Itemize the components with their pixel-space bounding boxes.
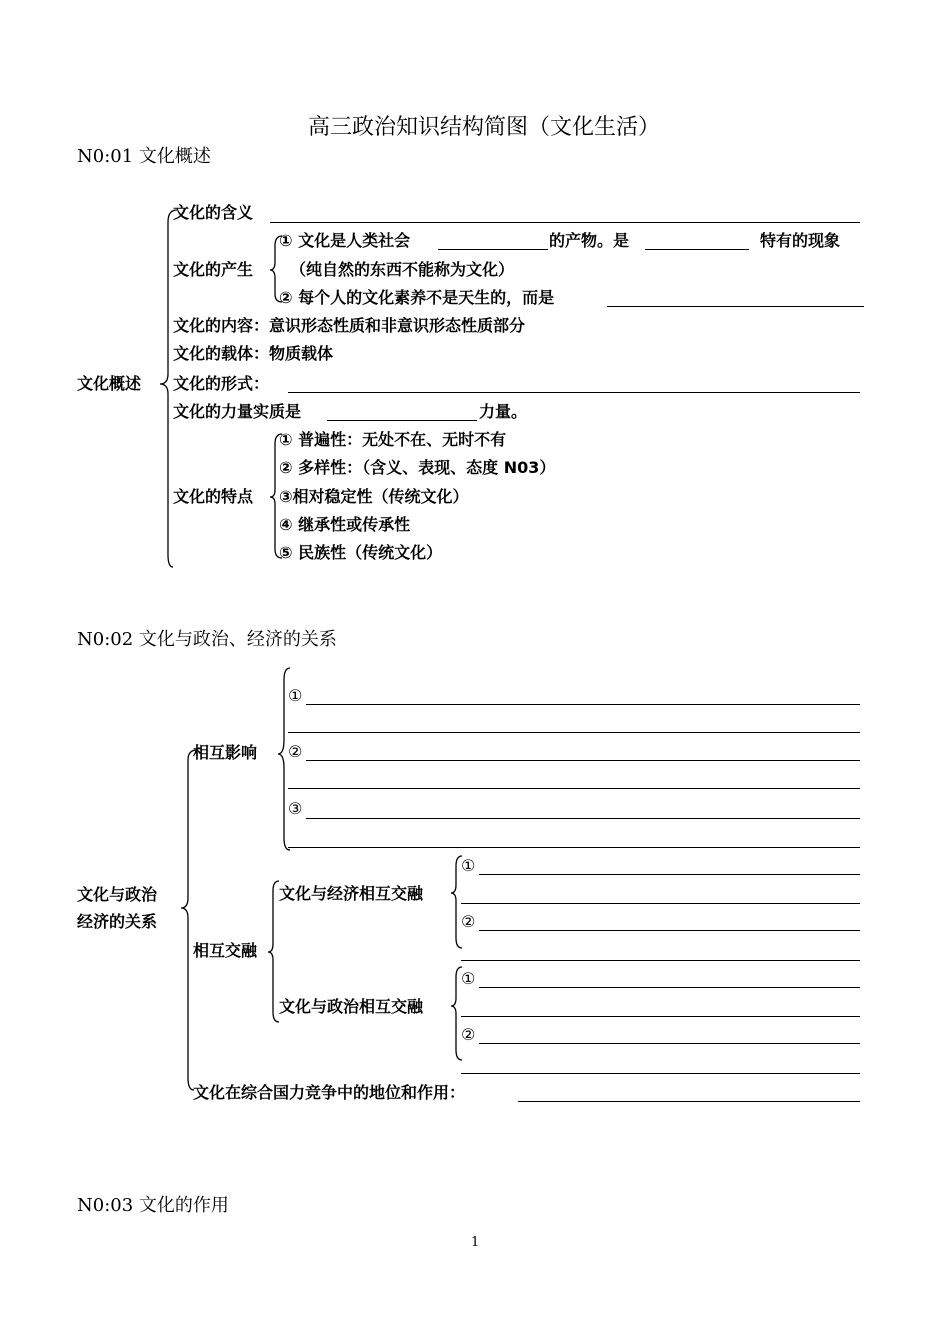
page-title: 高三政治知识结构简图（文化生活） <box>308 115 661 140</box>
origin-item-1b: 的产物。是 <box>549 231 630 250</box>
origin-blank-2 <box>645 249 749 250</box>
mi-item-2: ② <box>288 742 303 761</box>
status-role-label: 文化在综合国力竞争中的地位和作用： <box>193 1083 466 1102</box>
origin-note: （纯自然的东西不能称为文化） <box>290 260 515 279</box>
brace-s2-blend <box>268 881 279 1022</box>
mutual-influence-label: 相互影响 <box>193 743 258 762</box>
pol-blank-1b <box>461 1016 860 1017</box>
mi-blank-3b <box>288 847 860 848</box>
mi-blank-3a <box>306 818 860 819</box>
pol-item-1: ① <box>461 969 476 988</box>
culture-meaning-label: 文化的含义 <box>173 203 254 222</box>
feature-item-1: ① 普遍性：无处不在、无时不有 <box>279 430 507 449</box>
culture-content: 文化的内容：意识形态性质和非意识形态性质部分 <box>173 316 526 335</box>
origin-blank-3 <box>607 306 864 307</box>
culture-form-label: 文化的形式： <box>173 374 270 393</box>
pol-blank-2b <box>461 1073 860 1074</box>
culture-meaning-blank <box>270 222 860 223</box>
mi-blank-1b <box>288 732 860 733</box>
mi-item-1: ① <box>288 686 303 705</box>
page-number: 1 <box>471 1235 480 1250</box>
econ-blank-1b <box>461 903 860 904</box>
pol-blank-2a <box>479 1043 860 1044</box>
feature-item-3: ③相对稳定性（传统文化） <box>279 487 469 506</box>
politics-blend-label: 文化与政治相互交融 <box>279 997 424 1016</box>
econ-blank-2a <box>479 930 860 931</box>
culture-power-blank <box>327 420 477 421</box>
econ-blank-2b <box>461 960 860 961</box>
origin-blank-1 <box>438 249 548 250</box>
feature-item-4: ④ 继承性或传承性 <box>279 515 411 534</box>
pol-item-2: ② <box>461 1025 476 1044</box>
pol-blank-1a <box>479 987 860 988</box>
culture-features-label: 文化的特点 <box>173 487 254 506</box>
culture-power-a: 文化的力量实质是 <box>173 402 302 421</box>
culture-form-blank <box>288 392 860 393</box>
section-heading-3: N0:03 文化的作用 <box>77 1195 229 1216</box>
culture-origin-label: 文化的产生 <box>173 260 254 279</box>
feature-item-2: ② 多样性：（含义、表现、态度 N03） <box>279 458 556 477</box>
culture-power-b: 力量。 <box>479 402 528 421</box>
root-culture-relation-line2: 经济的关系 <box>77 912 158 931</box>
culture-carrier: 文化的载体：物质载体 <box>173 344 334 363</box>
status-role-blank <box>518 1101 860 1102</box>
root-culture-overview: 文化概述 <box>77 374 142 393</box>
econ-item-2: ② <box>461 912 476 931</box>
origin-item-2: ② 每个人的文化素养不是天生的，而是 <box>279 288 555 307</box>
section-heading-2: N0:02 文化与政治、经济的关系 <box>77 629 337 650</box>
section-heading-1: N0:01 文化概述 <box>77 146 211 167</box>
feature-item-5: ⑤ 民族性（传统文化） <box>279 543 443 562</box>
econ-blank-1a <box>479 874 860 875</box>
origin-item-1c: 特有的现象 <box>760 231 841 250</box>
mi-blank-2b <box>288 788 860 789</box>
mi-item-3: ③ <box>288 799 303 818</box>
brace-s2-main <box>181 750 197 1090</box>
origin-item-1a: ① 文化是人类社会 <box>279 231 411 250</box>
econ-item-1: ① <box>461 856 476 875</box>
mi-blank-2a <box>306 760 860 761</box>
mutual-blend-label: 相互交融 <box>193 941 258 960</box>
mi-blank-1a <box>306 704 860 705</box>
econ-blend-label: 文化与经济相互交融 <box>279 884 424 903</box>
root-culture-relation-line1: 文化与政治 <box>77 885 158 904</box>
